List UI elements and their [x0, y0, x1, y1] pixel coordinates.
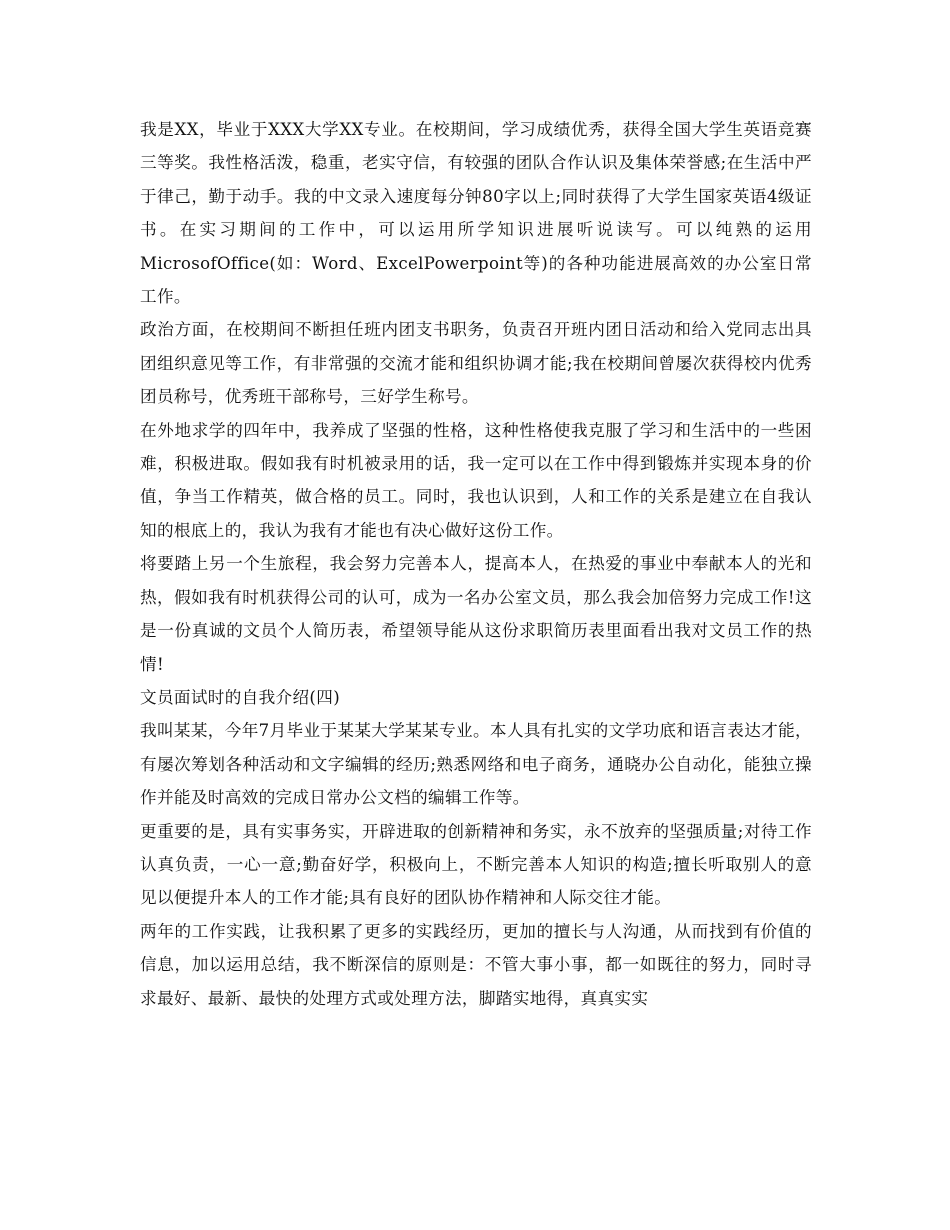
paragraph-experience: 两年的工作实践，让我积累了更多的实践经历，更加的擅长与人沟通，从而找到有价值的信息，加以运用总结，我不断深信的原则是：不管大事小事，都一如既往的努力，同时寻求最好、最新、最快的处理方式或处理方法，脚踏实地得，真真实实	[140, 921, 812, 1008]
paragraph-self-intro: 我叫某某，今年7月毕业于某某大学某某专业。本人具有扎实的文学功底和语言表达才能，有屡次筹划各种活动和文字编辑的经历;熟悉网络和电子商务，通晓办公自动化，能独立操作并能及时高效的完成日常办公文档的编辑工作等。	[140, 721, 812, 808]
paragraph-character: 在外地求学的四年中，我养成了坚强的性格，这种性格使我克服了学习和生活中的一些困难，积极进取。假如我有时机被录用的话，我一定可以在工作中得到锻炼并实现本身的价值，争当工作精英，做合格的员工。同时，我也认识到，人和工作的关系是建立在自我认知的根底上的，我认为我有才能也有决心做好这份工作。	[140, 420, 812, 540]
paragraph-strengths: 更重要的是，具有实事务实，开辟进取的创新精神和务实，永不放弃的坚强质量;对待工作认真负责，一心一意;勤奋好学，积极向上，不断完善本人知识的构造;擅长听取别人的意见以便提升本人的工作才能;具有良好的团队协作精神和人际交往才能。	[140, 821, 812, 908]
section-heading: 文员面试时的自我介绍(四)	[140, 687, 341, 707]
paragraph-closing: 将要踏上另一个生旅程，我会努力完善本人，提高本人，在热爱的事业中奉献本人的光和热，假如我有时机获得公司的认可，成为一名办公室文员，那么我会加倍努力完成工作!这是一份真诚的文员个人简历表，希望领导能从这份求职简历表里面看出我对文员工作的热情!	[140, 554, 812, 674]
paragraph-intro: 我是XX，毕业于XXX大学XX专业。在校期间，学习成绩优秀，获得全国大学生英语竞赛三等奖。我性格活泼，稳重，老实守信，有较强的团队合作认识及集体荣誉感;在生活中严于律己，勤于动手。我的中文录入速度每分钟80字以上;同时获得了大学生国家英语4级证书。在实习期间的工作中，可以运用所学知识进展听说读写。可以纯熟的运用MicrosofOffice(如：Word、ExcelPowerpoint等)的各种功能进展高效的办公室日常工作。	[140, 120, 812, 307]
document-body	[140, 113, 812, 1015]
paragraph-politics: 政治方面，在校期间不断担任班内团支书职务，负责召开班内团日活动和给入党同志出具团组织意见等工作，有非常强的交流才能和组织协调才能;我在校期间曾屡次获得校内优秀团员称号，优秀班干部称号，三好学生称号。	[140, 320, 812, 407]
